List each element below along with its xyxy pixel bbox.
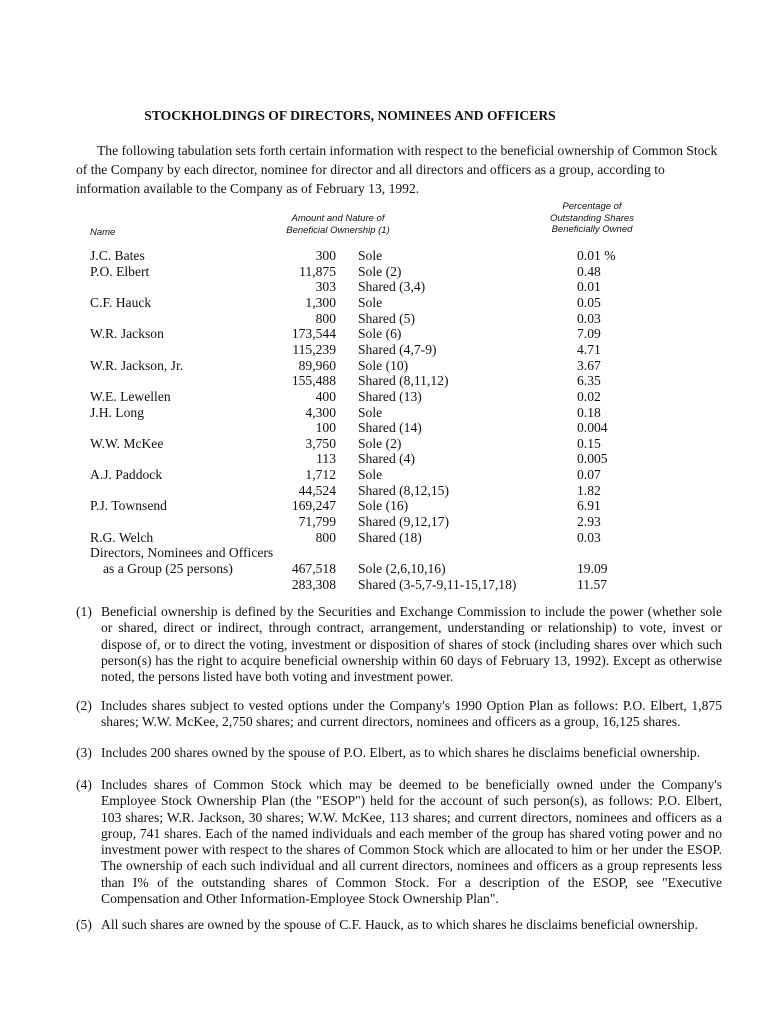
share-amount: 4,300 [305, 404, 336, 420]
table-row [0, 264, 770, 280]
footnote [76, 745, 722, 761]
ownership-nature: Shared (5) [358, 310, 415, 326]
footnote-text: Includes shares of Common Stock which may be deemed to be beneficially owned under the Company's Employee Stock Ownership Plan (the "ESOP") held for the account of such person(s), as follows: P.O. Elbert, 103 shares; W.R. Jackson, 30 shares; W.W. McKee, 113 shares; and current directors, nominees and officers as a group, 741 shares. Each of the named individuals and each member of the group has shared voting power and no investment power with respect to the shares of Common Stock which are allocated to him or her under the ESOP. The ownership of each such individual and all current directors, nominees and officers as a group represents less than I% of the outstanding shares of Common Stock. For a description of the ESOP, see "Executive Compensation and Other Information-Employee Stock Ownership Plan". [101, 777, 722, 907]
table-row [0, 373, 770, 389]
share-amount: 89,960 [298, 357, 336, 373]
table-row [0, 467, 770, 483]
ownership-percentage: 6.35 [577, 373, 601, 389]
ownership-percentage: 0.004 [577, 420, 608, 436]
ownership-nature: Sole [358, 404, 383, 420]
share-amount: 71,799 [298, 514, 336, 530]
share-amount: 3,750 [305, 435, 336, 451]
table-row [0, 577, 770, 593]
table-row [0, 279, 770, 295]
share-amount: 44,524 [298, 482, 336, 498]
ownership-percentage: 0.07 [577, 467, 601, 483]
footnote-number: (3) [76, 745, 92, 760]
footnote-text: Beneficial ownership is defined by the Securities and Exchange Commission to include the power (whether sole or shared, direct or indirect, through contract, arrangement, understanding or relationship) to vote, invest or dispose of, or to direct the voting, investment or disposition of shares of stock (including shares over which such person(s) has the right to acquire beneficial ownership within 60 days of February 13, 1992). Except as otherwise noted, the persons listed have both voting and investment power. [101, 604, 722, 685]
table-row [0, 405, 770, 421]
ownership-percentage: 11.57 [577, 576, 608, 592]
holder-name: W.R. Jackson [90, 326, 164, 342]
share-amount: 1,712 [305, 467, 336, 483]
intro-paragraph: The following tabulation sets forth certain information with respect to the beneficial ownership of Common Stock of the Company by each director, nominee for director and all directors and officers as a group, according to information available to the Company as of February 13, 1992. [76, 143, 718, 196]
table-row [0, 483, 770, 499]
table-row [0, 342, 770, 358]
share-amount: 11,875 [299, 263, 336, 279]
header-percentage-line: Percentage of [562, 201, 622, 212]
table-row [0, 451, 770, 467]
share-amount: 400 [315, 388, 336, 404]
header-percentage-line: Outstanding Shares [550, 212, 634, 224]
document-title: STOCKHOLDINGS OF DIRECTORS, NOMINEES AND OFFICERS [144, 108, 556, 123]
table-row [0, 326, 770, 342]
footnote-text: Includes 200 shares owned by the spouse of P.O. Elbert, as to which shares he disclaims beneficial ownership. [101, 745, 701, 760]
footnote-number: (1) [76, 604, 92, 619]
share-amount: 1,300 [305, 294, 336, 310]
ownership-nature: Shared (18) [358, 529, 422, 545]
ownership-percentage: 0.03 [577, 529, 601, 545]
ownership-percentage: 2.93 [577, 514, 601, 530]
ownership-nature: Sole [358, 467, 383, 483]
ownership-percentage: 1.82 [577, 482, 601, 498]
holder-name: A.J. Paddock [90, 467, 163, 483]
table-row [0, 561, 770, 577]
table-row [0, 545, 770, 561]
footnote-text: Includes shares subject to vested options under the Company's 1990 Option Plan as follows: P.O. Elbert, 1,875 shares; W.W. McKee, 2,750 shares; and current directors, nominees and officers as a group, 16,125 shares. [101, 698, 722, 730]
ownership-nature: Shared (4,7-9) [358, 341, 437, 357]
holder-name: W.E. Lewellen [90, 388, 171, 404]
ownership-percentage: 7.09 [577, 326, 601, 342]
ownership-percentage: 6.91 [577, 498, 601, 514]
header-amount [268, 213, 408, 236]
ownership-percentage: 0.15 [577, 435, 601, 451]
ownership-nature: Shared (8,12,15) [358, 482, 449, 498]
holder-name: C.F. Hauck [90, 294, 152, 310]
ownership-nature: Shared (8,11,12) [358, 373, 449, 389]
footnote-number: (2) [76, 698, 92, 713]
ownership-nature: Shared (9,12,17) [358, 514, 449, 530]
share-amount: 467,518 [291, 561, 336, 576]
holder-name: W.W. McKee [90, 435, 164, 451]
table-row [0, 436, 770, 452]
share-amount: 113 [316, 451, 336, 467]
header-name: Name [90, 227, 116, 238]
holder-name: W.R. Jackson, Jr. [90, 357, 184, 373]
table-row [0, 530, 770, 546]
holder-name: R.G. Welch [90, 529, 154, 545]
ownership-percentage: 0.05 [577, 294, 601, 310]
holder-name: as a Group (25 persons) [103, 561, 233, 576]
share-amount: 115,239 [292, 341, 336, 357]
share-amount: 155,488 [291, 373, 336, 389]
footnote-number: (4) [76, 777, 92, 792]
ownership-nature: Sole (2,6,10,16) [358, 561, 446, 576]
ownership-nature: Shared (14) [358, 420, 422, 436]
holder-name: J.H. Long [90, 404, 144, 420]
ownership-percentage: 4.71 [577, 341, 601, 357]
share-amount: 300 [315, 248, 336, 263]
footnote-number: (5) [76, 917, 92, 932]
table-row [0, 358, 770, 374]
share-amount: 173,544 [291, 326, 336, 342]
ownership-nature: Sole [358, 294, 383, 310]
share-amount: 169,247 [291, 498, 336, 514]
header-percentage [532, 201, 652, 236]
table-row [0, 498, 770, 514]
footnote-text: All such shares are owned by the spouse of C.F. Hauck, as to which shares he disclaims beneficial ownership. [101, 917, 698, 932]
ownership-nature: Shared (4) [358, 451, 415, 467]
header-amount-line: Beneficial Ownership (1) [286, 224, 390, 236]
footnote [76, 917, 722, 933]
share-amount: 100 [315, 420, 336, 436]
header-percentage-line: Beneficially Owned [551, 224, 633, 235]
footnote [76, 777, 722, 907]
footnote [76, 698, 722, 731]
holder-name: P.O. Elbert [90, 263, 150, 279]
ownership-percentage: 0.48 [577, 263, 601, 279]
ownership-nature: Sole (16) [358, 498, 409, 514]
header-amount-line: Amount and Nature of [291, 213, 385, 224]
ownership-percentage: 0.18 [577, 404, 601, 420]
table-row [0, 389, 770, 405]
ownership-percentage: 19.09 [577, 561, 608, 576]
ownership-nature: Shared (3-5,7-9,11-15,17,18) [358, 576, 517, 592]
ownership-percentage: 0.03 [577, 310, 601, 326]
ownership-nature: Sole (2) [358, 435, 402, 451]
table-row [0, 248, 770, 264]
share-amount: 800 [315, 529, 336, 545]
table-row [0, 514, 770, 530]
ownership-nature: Shared (3,4) [358, 279, 426, 295]
table-row [0, 420, 770, 436]
holder-name: J.C. Bates [90, 248, 145, 263]
share-amount: 283,308 [291, 576, 336, 592]
ownership-nature: Sole (10) [358, 357, 409, 373]
ownership-percentage: 0.01 % [577, 248, 616, 263]
ownership-nature: Shared (13) [358, 388, 422, 404]
ownership-percentage: 0.01 [577, 279, 601, 295]
ownership-nature: Sole (6) [358, 326, 402, 342]
holder-name: Directors, Nominees and Officers [90, 545, 274, 561]
ownership-nature: Sole (2) [358, 263, 402, 279]
ownership-percentage: 0.02 [577, 388, 601, 404]
ownership-nature: Sole [358, 248, 383, 263]
ownership-percentage: 3.67 [577, 357, 601, 373]
table-row [0, 295, 770, 311]
footnote [76, 604, 722, 685]
table-row [0, 311, 770, 327]
share-amount: 303 [315, 279, 336, 295]
ownership-percentage: 0.005 [577, 451, 608, 467]
holder-name: P.J. Townsend [90, 498, 167, 514]
share-amount: 800 [315, 310, 336, 326]
